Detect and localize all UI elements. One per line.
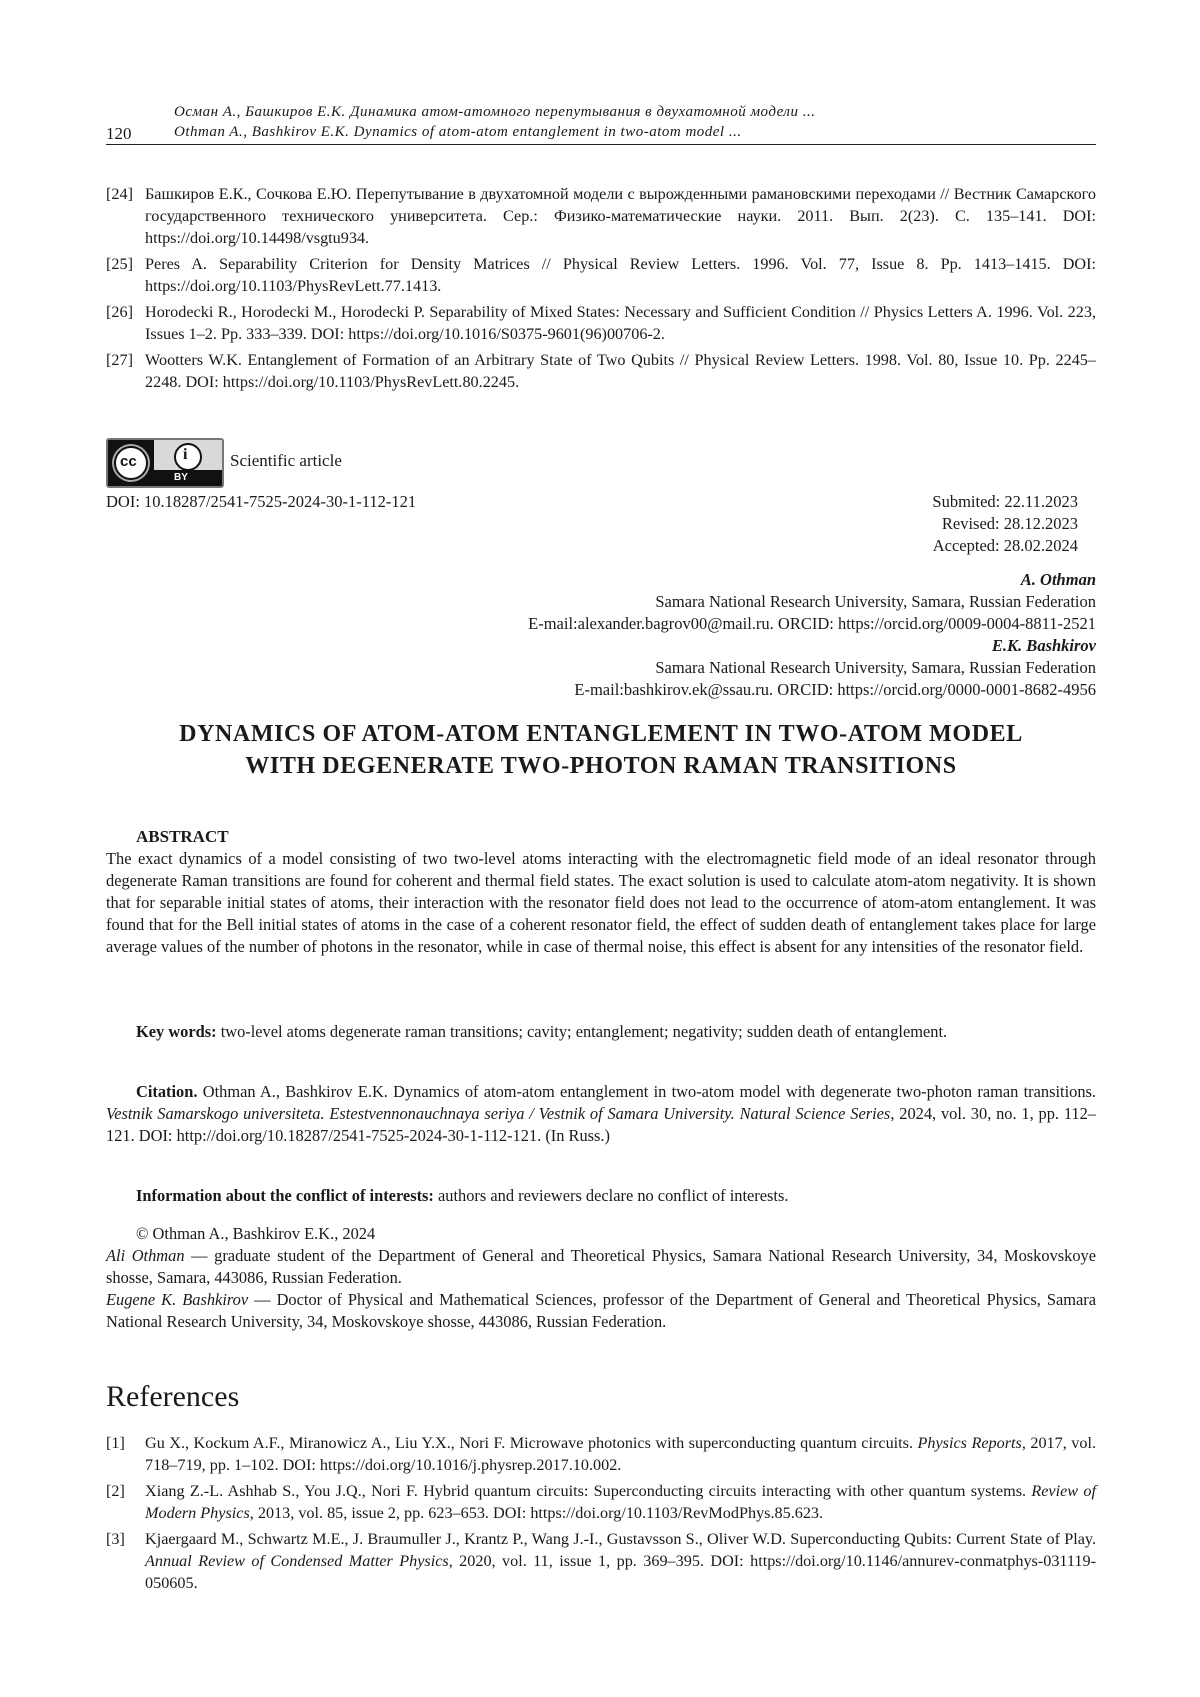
citation (106, 1081, 1096, 1147)
copyright-line: © Othman A., Bashkirov E.K., 2024 (136, 1224, 376, 1243)
by-label: BY (174, 472, 188, 483)
abstract-text: The exact dynamics of a model consisting of two two-level atoms interacting with the electromagnetic field mode of an ideal resonator through degenerate Raman transitions are found for coherent and thermal field states. The exact solution is used to calculate atom-atom negativity. It is shown that for separable initial states of atoms, their interaction with the resonator field does not lead to the occurrence of atom-atom entanglement. It was found that for the Bell initial states of atoms in the case of a coherent resonator field, the effect of sudden death of entanglement takes place for large average values of the number of photons in the resonator, while in case of thermal noise, this effect is absent for any intensities of the resonator field. (106, 849, 1096, 956)
reference-text: Peres A. Separability Criterion for Density Matrices // Physical Review Letters. 1996. Vol. 77, Issue 8. Pp. 1413–1415. DOI: https://doi.org/10.1103/PhysRevLett.77.1413. (145, 255, 1096, 295)
reference-number: [24] (106, 185, 133, 203)
keywords (106, 1021, 1096, 1043)
submitted-date: Submited: 22.11.2023 (932, 492, 1078, 511)
bio-item (106, 1289, 1096, 1333)
references-list (106, 1432, 1096, 1598)
reference-text: Gu X., Kockum A.F., Miranowicz A., Liu Y.X., Nori F. Microwave photonics with superconducting quantum circuits. (145, 1434, 918, 1452)
author-block (196, 569, 1096, 701)
reference-text: Kjaergaard M., Schwartz M.E., J. Braumuller J., Krantz P., Wang J.-I., Gustavsson S., Oliver W.D. Superconducting Qubits: Current State of Play. (145, 1530, 1096, 1548)
reference-journal: Annual Review of Condensed Matter Physics (145, 1552, 449, 1570)
reference-item (106, 1480, 1096, 1524)
accepted-date: Accepted: 28.02.2024 (932, 536, 1078, 555)
reference-item (106, 183, 1096, 249)
author-contact: E-mail:alexander.bagrov00@mail.ru. ORCID: https://orcid.org/0009-0004-8811-2521 (528, 614, 1096, 633)
reference-text: Xiang Z.-L. Ashhab S., You J.Q., Nori F. Hybrid quantum circuits: Superconducting circuits interacting with other quantum systems. (145, 1482, 1032, 1500)
reference-item (106, 1528, 1096, 1594)
author-bios (106, 1223, 1096, 1333)
article-title: DYNAMICS OF ATOM-ATOM ENTANGLEMENT IN TWO-ATOM MODEL WITH DEGENERATE TWO-PHOTON RAMAN TRANSITIONS (179, 721, 1023, 779)
reference-text: Башкиров Е.К., Сочкова Е.Ю. Перепутывание в двухатомной модели с вырожденными рамановскими переходами // Вестник Самарского государственного технического университета. Сер.: Физико-математические науки. 2011. Вып. 2(23). С. 135–141. DOI: https://doi.org/10.14498/vsgtu934. (145, 185, 1096, 247)
cc-icon: cc (114, 446, 148, 480)
revised-date: Revised: 28.12.2023 (941, 514, 1078, 533)
citation-details: , 2024, vol. 30, no. 1, pp. 112–121. DOI: http://doi.org/10.18287/2541-7525-2024-30-1-112-121. (In Russ.) (106, 1104, 1096, 1145)
abstract-heading: ABSTRACT (136, 827, 229, 846)
reference-journal: Physics Reports (917, 1434, 1022, 1452)
bio-text: — Doctor of Physical and Mathematical Sciences, professor of the Department of General and Theoretical Physics, Samara National Research University, 34, Moskovskoye shosse, 443086, Russian Federation. (106, 1290, 1096, 1331)
article-doi: DOI: 10.18287/2541-7525-2024-30-1-112-121 (106, 492, 417, 511)
reference-details: , 2017, vol. 718–719, pp. 1–102. DOI: https://doi.org/10.1016/j.physrep.2017.10.002. (145, 1434, 1097, 1474)
reference-number: [2] (106, 1482, 125, 1500)
reference-item (106, 1432, 1096, 1476)
author-contact: E-mail:bashkirov.ek@ssau.ru. ORCID: https://orcid.org/0000-0001-8682-4956 (574, 680, 1096, 699)
attribution-icon: i (174, 443, 202, 471)
reference-text: Wootters W.K. Entanglement of Formation of an Arbitrary State of Two Qubits // Physical Review Letters. 1998. Vol. 80, Issue 10. Pp. 2245–2248. DOI: https://doi.org/10.1103/PhysRevLett.80.2245. (145, 351, 1096, 391)
reference-item (106, 253, 1096, 297)
conflict-of-interests (106, 1185, 1096, 1207)
reference-details: , 2020, vol. 11, issue 1, pp. 369–395. DOI: https://doi.org/10.1146/annurev-conmatphys-031119-050605. (145, 1552, 1096, 1592)
keywords-label: Key words: (136, 1022, 217, 1041)
author-affiliation: Samara National Research University, Samara, Russian Federation (655, 592, 1096, 611)
conflict-label: Information about the conflict of interests: (136, 1186, 434, 1205)
article-dates (932, 491, 1078, 557)
author-affiliation: Samara National Research University, Samara, Russian Federation (655, 658, 1096, 677)
citation-text: Othman A., Bashkirov E.K. Dynamics of atom-atom entanglement in two-atom model with degenerate two-photon raman transitions. (202, 1082, 1096, 1101)
keywords-text: two-level atoms degenerate raman transitions; cavity; entanglement; negativity; sudden death of entanglement. (220, 1022, 948, 1041)
reference-number: [26] (106, 303, 133, 321)
citation-journal: Vestnik Samarskogo universiteta. Estestvennonauchnaya seriya / Vestnik of Samara University. Natural Science Series (106, 1104, 891, 1123)
author-name: E.K. Bashkirov (991, 636, 1096, 655)
reference-item (106, 301, 1096, 345)
page-number: 120 (106, 124, 132, 143)
bio-text: — graduate student of the Department of General and Theoretical Physics, Samara National Research University, 34, Moskovskoye shosse, Samara, 443086, Russian Federation. (106, 1246, 1097, 1287)
citation-label: Citation. (136, 1082, 198, 1101)
abstract-section (106, 826, 1096, 958)
references-heading: References (106, 1380, 240, 1413)
running-header (106, 104, 1096, 145)
bio-item (106, 1245, 1096, 1289)
reference-number: [3] (106, 1530, 125, 1548)
reference-item (106, 349, 1096, 393)
bio-name: Ali Othman (106, 1246, 185, 1265)
reference-number: [27] (106, 351, 133, 369)
article-type-label: Scientific article (230, 451, 342, 470)
bio-name: Eugene K. Bashkirov (106, 1290, 249, 1309)
reference-details: , 2013, vol. 85, issue 2, pp. 623–653. DOI: https://doi.org/10.1103/RevModPhys.85.623. (249, 1504, 824, 1522)
header-line-en: Othman A., Bashkirov E.K. Dynamics of atom-atom entanglement in two-atom model ... (174, 124, 742, 140)
author-name: A. Othman (1020, 570, 1096, 589)
header-line-ru: Осман А., Башкиров Е.К. Динамика атом-атомного перепутывания в двухатомной модели ... (174, 104, 816, 120)
reference-text: Horodecki R., Horodecki M., Horodecki P. Separability of Mixed States: Necessary and Sufficient Condition // Physics Letters A. 1996. Vol. 223, Issues 1–2. Pp. 333–339. DOI: https://doi.org/10.1016/S0375-9601(96)00706-2. (145, 303, 1096, 343)
conflict-text: authors and reviewers declare no conflict of interests. (438, 1186, 789, 1205)
reference-number: [1] (106, 1434, 125, 1452)
reference-journal: Review of Modern Physics (145, 1482, 1096, 1522)
reference-number: [25] (106, 255, 133, 273)
previous-references-list (106, 183, 1096, 397)
cc-by-license-badge (106, 438, 224, 488)
